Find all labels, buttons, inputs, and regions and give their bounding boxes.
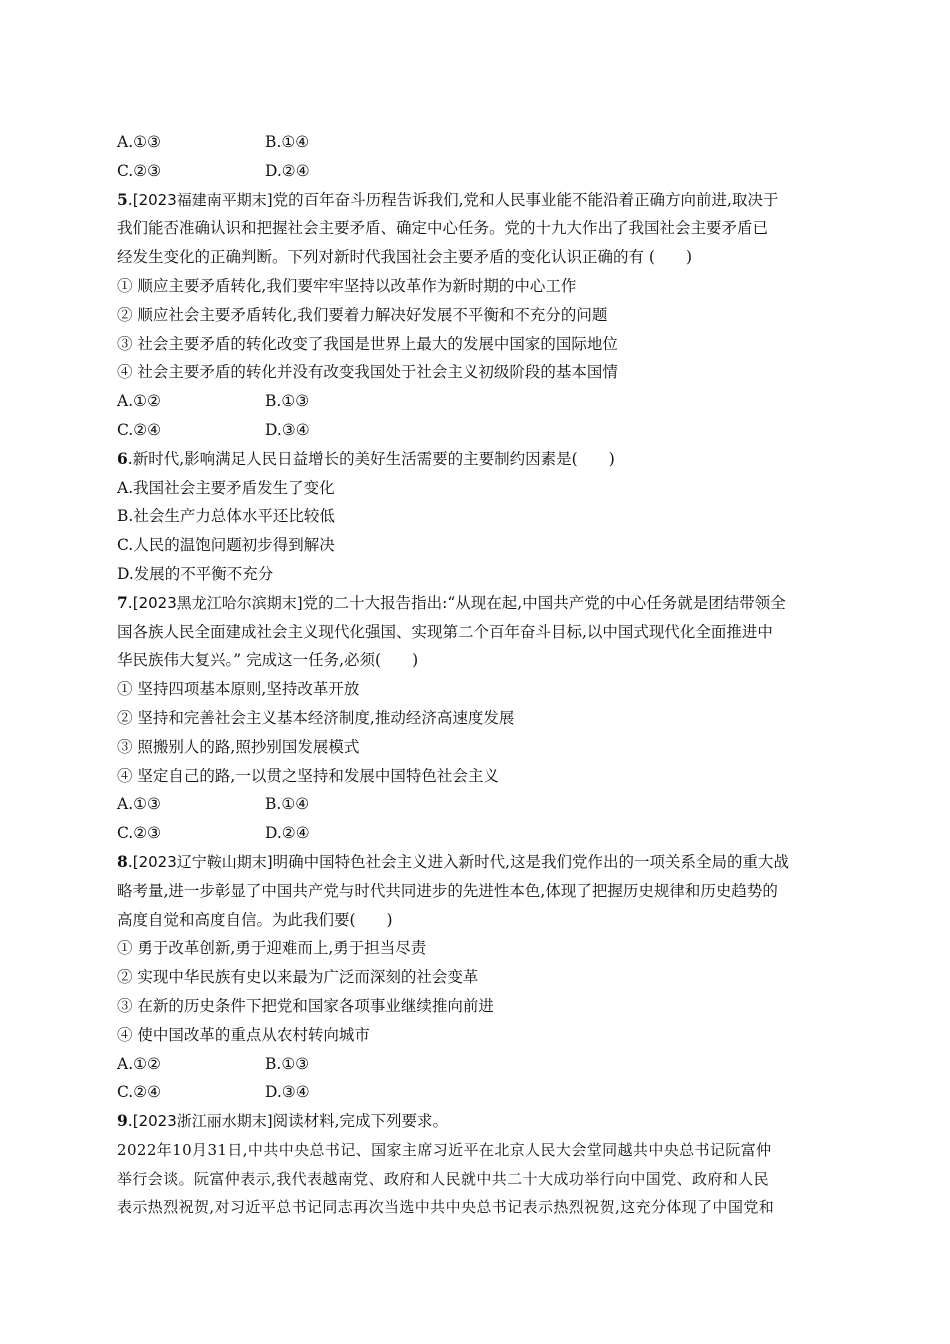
option-d: D.③④ <box>265 1083 310 1102</box>
question-source: [2023浙江丽水期末] <box>132 1112 273 1131</box>
option-d: D.②④ <box>265 824 310 843</box>
question-8-item-1: ① 勇于改革创新,勇于迎难而上,勇于担当尽责 <box>117 939 427 958</box>
option-a: A.①② <box>117 392 161 411</box>
question-8-item-4: ④ 使中国改革的重点从农村转向城市 <box>117 1025 370 1044</box>
option-b: B.①③ <box>265 1054 310 1073</box>
option-d: D.③④ <box>265 420 310 439</box>
question-6-choice-d: D.发展的不平衡不充分 <box>117 564 274 583</box>
question-6-stem: 6.新时代,影响满足人民日益增长的美好生活需要的主要制约因素是( ) <box>117 448 615 468</box>
question-number: 6 <box>117 448 128 468</box>
question-6-choice-b: B.社会生产力总体水平还比较低 <box>117 507 335 526</box>
question-5-item-2: ② 顺应社会主要矛盾转化,我们要着力解决好发展不平衡和不充分的问题 <box>117 305 608 324</box>
question-number: 9 <box>117 1111 128 1131</box>
question-7-stem-line-3: 华民族伟大复兴。” 完成这一任务,必须( ) <box>117 651 419 670</box>
option-a: A.①② <box>117 1054 161 1073</box>
question-7-stem-line-1: 7.[2023黑龙江哈尔滨期末]党的二十大报告指出:“从现在起,中国共产党的中心任务就是团结带领全 <box>117 592 786 612</box>
question-5-stem-line-3: 经发生变化的正确判断。下列对新时代我国社会主要矛盾的变化认识正确的有 ( ) <box>117 248 693 267</box>
question-7-item-2: ② 坚持和完善社会主义基本经济制度,推动经济高速度发展 <box>117 708 515 727</box>
question-8-stem-line-2: 略考量,进一步彰显了中国共产党与时代共同进步的先进性本色,体现了把握历史规律和历史趋势的 <box>117 881 778 900</box>
option-c: C.②④ <box>117 420 162 439</box>
question-source: [2023福建南平期末] <box>132 190 273 209</box>
question-8-stem-line-3: 高度自觉和高度自信。为此我们要( ) <box>117 910 393 929</box>
option-c: C.②③ <box>117 824 162 843</box>
carryover-options-row-2 <box>117 157 833 186</box>
question-7-item-1: ① 坚持四项基本原则,坚持改革开放 <box>117 680 360 699</box>
exam-page <box>117 128 833 1222</box>
question-5-options-row-2 <box>117 416 833 445</box>
question-5-options-row-1 <box>117 387 833 416</box>
question-8-options-row-2 <box>117 1078 833 1107</box>
question-7-item-4: ④ 坚定自己的路,一以贯之坚持和发展中国特色社会主义 <box>117 766 499 785</box>
question-5-stem-line-2: 我们能否准确认识和把握社会主要矛盾、确定中心任务。党的十九大作出了我国社会主要矛盾已 <box>117 219 769 238</box>
option-a: A.①③ <box>117 795 161 814</box>
question-8-item-2: ② 实现中华民族有史以来最为广泛而深刻的社会变革 <box>117 968 479 987</box>
option-b: B.①④ <box>265 133 310 151</box>
option-d: D.②④ <box>265 161 310 180</box>
question-7-stem-line-2: 国各族人民全面建成社会主义现代化强国、实现第二个百年奋斗目标,以中国式现代化全面推进中 <box>117 622 773 641</box>
question-number: 8 <box>117 851 128 871</box>
carryover-options-row-1 <box>117 128 833 157</box>
option-b: B.①③ <box>265 392 310 411</box>
option-c: C.②④ <box>117 1083 162 1102</box>
question-9-material-line-2: 举行会谈。阮富仲表示,我代表越南党、政府和人民就中共二十大成功举行向中国党、政府和人民 <box>117 1169 769 1188</box>
question-6-choice-c: C.人民的温饱问题初步得到解决 <box>117 536 335 555</box>
question-7-options-row-2 <box>117 819 833 848</box>
question-source: [2023辽宁鞍山期末] <box>132 852 273 871</box>
question-number: 5 <box>117 189 128 209</box>
option-a: A.①③ <box>117 133 161 151</box>
question-8-options-row-1 <box>117 1050 833 1079</box>
question-9-material-line-3: 表示热烈祝贺,对习近平总书记同志再次当选中共中央总书记表示热烈祝贺,这充分体现了中国党和 <box>117 1198 775 1217</box>
question-8-stem-line-1: 8.[2023辽宁鞍山期末]明确中国特色社会主义进入新时代,这是我们党作出的一项关系全局的重大战 <box>117 851 790 871</box>
question-8-item-3: ③ 在新的历史条件下把党和国家各项事业继续推向前进 <box>117 996 494 1015</box>
question-9-stem: 9.[2023浙江丽水期末]阅读材料,完成下列要求。 <box>117 1111 449 1131</box>
question-7-options-row-1 <box>117 790 833 819</box>
question-5-stem-line-1: 5.[2023福建南平期末]党的百年奋斗历程告诉我们,党和人民事业能不能沿着正确方向前进,取决于 <box>117 189 779 209</box>
option-c: C.②③ <box>117 161 162 180</box>
question-number: 7 <box>117 592 128 612</box>
question-7-item-3: ③ 照搬别人的路,照抄别国发展模式 <box>117 737 360 756</box>
question-5-item-4: ④ 社会主要矛盾的转化并没有改变我国处于社会主义初级阶段的基本国情 <box>117 363 618 382</box>
option-b: B.①④ <box>265 795 310 814</box>
question-source: [2023黑龙江哈尔滨期末] <box>132 593 303 612</box>
question-9-material-line-1: 2022年10月31日,中共中央总书记、国家主席习近平在北京人民大会堂同越共中央总书记阮富仲 <box>117 1140 772 1159</box>
question-5-item-3: ③ 社会主要矛盾的转化改变了我国是世界上最大的发展中国家的国际地位 <box>117 334 618 353</box>
question-5-item-1: ① 顺应主要矛盾转化,我们要牢牢坚持以改革作为新时期的中心工作 <box>117 276 577 295</box>
question-6-choice-a: A.我国社会主要矛盾发生了变化 <box>117 478 335 497</box>
